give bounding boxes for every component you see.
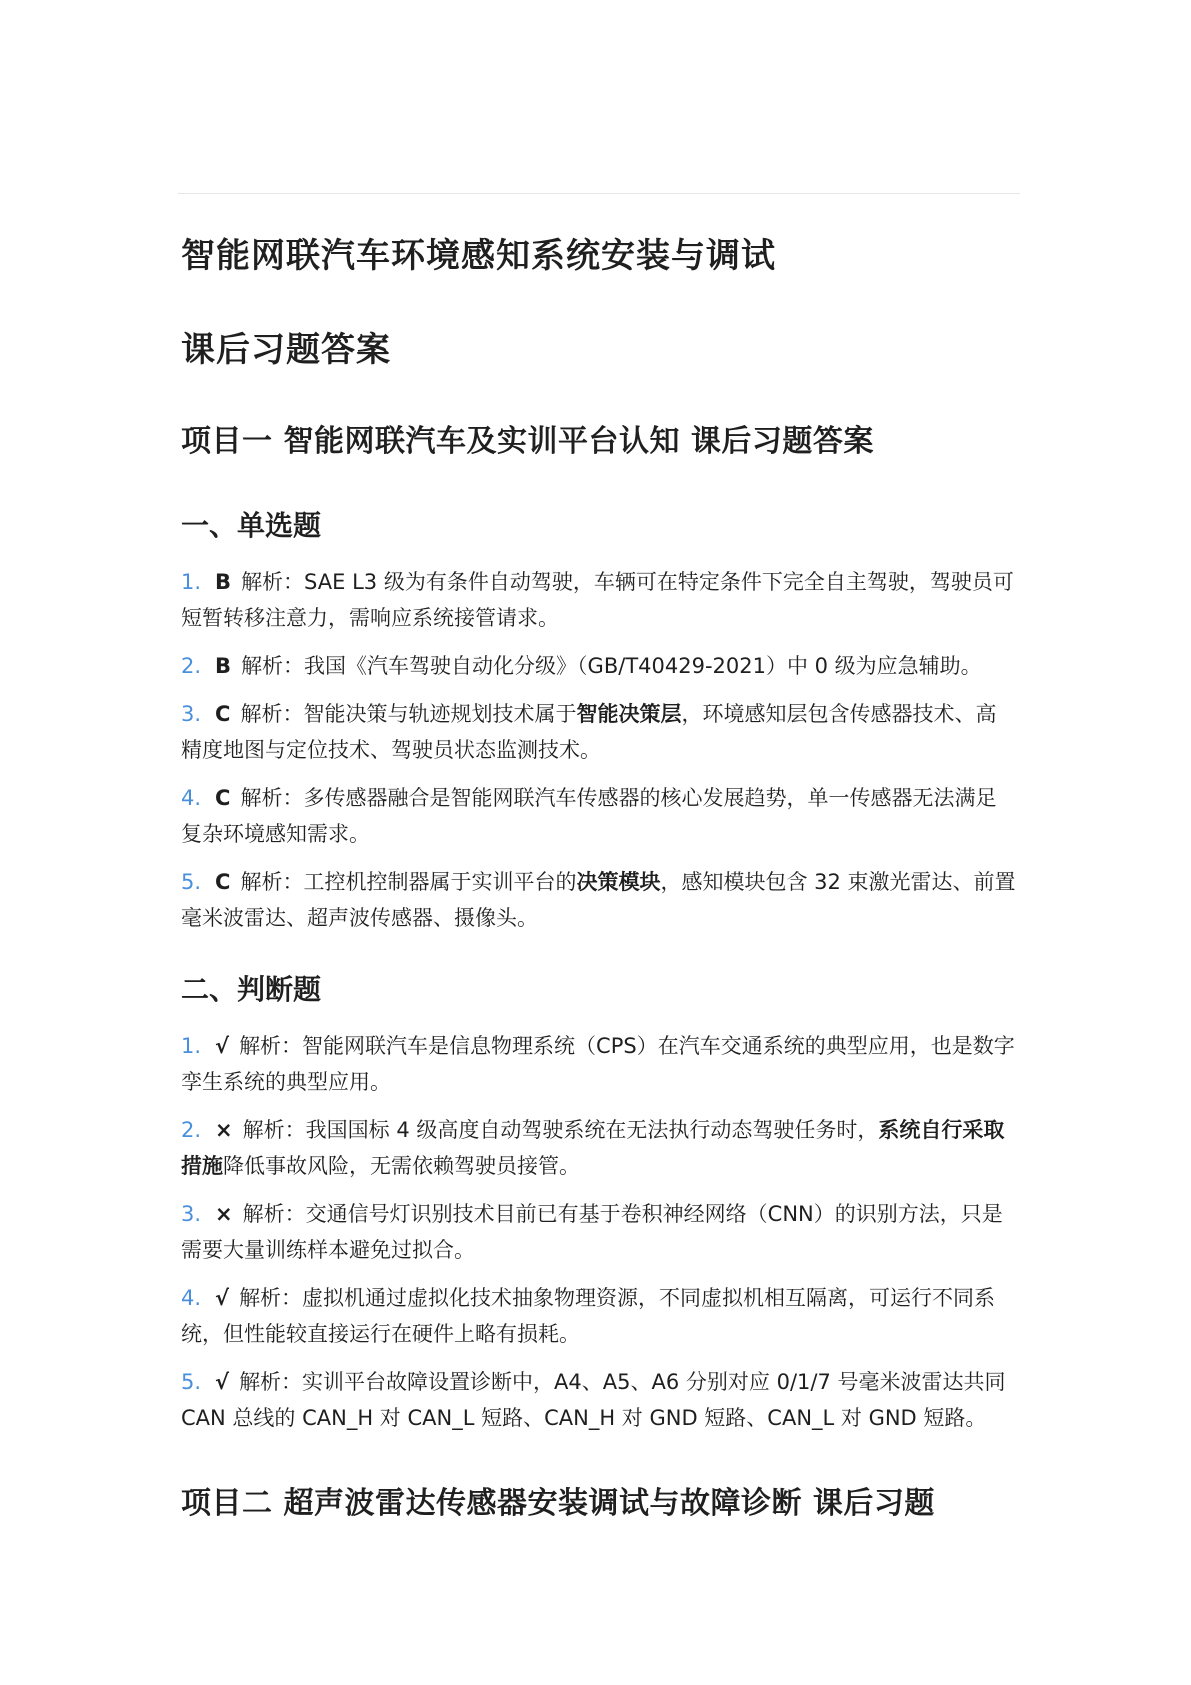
question-number: 1. [181, 1034, 202, 1058]
explanation-text: 解析：多传感器融合是智能网联汽车传感器的核心发展趋势，单一传感器无法满足复杂环境感知需求。 [181, 786, 997, 846]
question-number: 3. [181, 702, 202, 726]
explanation-text: 解析：交通信号灯识别技术目前已有基于卷积神经网络（CNN）的识别方法，只是需要大量训练样本避免过拟合。 [181, 1202, 1003, 1262]
answer-key: B [215, 654, 232, 678]
question-number: 1. [181, 570, 202, 594]
explanation-text: 解析：我国《汽车驾驶自动化分级》（GB/T40429-2021）中 0 级为应急辅助。 [241, 654, 982, 678]
question-number: 4. [181, 786, 202, 810]
question-item [181, 564, 1017, 636]
explanation-text: 解析：实训平台故障设置诊断中，A4、A5、A6 分别对应 0/1/7 号毫米波雷达共同 CAN 总线的 CAN_H 对 CAN_L 短路、CAN_H 对 GND 短路、CAN_L 对 GND 短路。 [181, 1370, 1006, 1430]
header-divider [178, 193, 1020, 194]
explanation-text: 解析：智能网联汽车是信息物理系统（CPS）在汽车交通系统的典型应用，也是数字孪生系统的典型应用。 [181, 1034, 1015, 1094]
emphasis-text: 决策模块 [576, 870, 661, 894]
question-item [181, 780, 1017, 852]
question-number: 5. [181, 870, 202, 894]
document-content [181, 232, 1017, 1568]
explanation-text: 解析：我国国标 4 级高度自动驾驶系统在无法执行动态驾驶任务时， [242, 1118, 879, 1142]
document-title [181, 232, 1017, 374]
document-title-line-1: 智能网联汽车环境感知系统安装与调试 [181, 236, 776, 276]
answer-key: √ [215, 1370, 230, 1394]
question-number: 4. [181, 1286, 202, 1310]
explanation-text: 解析：智能决策与轨迹规划技术属于 [240, 702, 577, 726]
explanation-text: 解析：虚拟机通过虚拟化技术抽象物理资源，不同虚拟机相互隔离，可运行不同系统，但性能较直接运行在硬件上略有损耗。 [181, 1286, 996, 1346]
answer-key: × [215, 1118, 233, 1142]
question-item [181, 1112, 1017, 1184]
explanation-text: ，环境感知层包含传感器技术、高精度地图与定位技术、驾驶员状态监测技术。 [181, 702, 997, 762]
answer-key: B [215, 570, 232, 594]
question-item [181, 1280, 1017, 1352]
project-1-title: 项目一 智能网联汽车及实训平台认知 课后习题答案 [181, 424, 874, 459]
explanation-text: ，感知模块包含 32 束激光雷达、前置毫米波雷达、超声波传感器、摄像头。 [181, 870, 1016, 930]
single-choice-list [181, 564, 1017, 936]
question-number: 3. [181, 1202, 202, 1226]
question-number: 2. [181, 654, 202, 678]
project-2-title: 项目二 超声波雷达传感器安装调试与故障诊断 课后习题 [181, 1486, 935, 1521]
answer-key: √ [215, 1034, 230, 1058]
answer-key: × [215, 1202, 233, 1226]
question-item [181, 1196, 1017, 1268]
answer-key: C [215, 702, 231, 726]
explanation-text: 解析：SAE L3 级为有条件自动驾驶，车辆可在特定条件下完全自主驾驶，驾驶员可短暂转移注意力，需响应系统接管请求。 [181, 570, 1014, 630]
question-number: 5. [181, 1370, 202, 1394]
true-false-list [181, 1028, 1017, 1436]
answer-key: √ [215, 1286, 230, 1310]
question-number: 2. [181, 1118, 202, 1142]
true-false-heading: 二、判断题 [181, 973, 322, 1006]
emphasis-text: 智能决策层 [576, 702, 682, 726]
explanation-text: 解析：工控机控制器属于实训平台的 [240, 870, 577, 894]
emphasis-text: 系统自行采取措施 [181, 1118, 1005, 1178]
explanation-text: 降低事故风险，无需依赖驾驶员接管。 [223, 1154, 580, 1178]
question-item [181, 696, 1017, 768]
document-title-line-2: 课后习题答案 [181, 330, 391, 370]
question-item [181, 1364, 1017, 1436]
question-item [181, 864, 1017, 936]
answer-key: C [215, 786, 231, 810]
single-choice-heading: 一、单选题 [181, 509, 322, 542]
question-item [181, 1028, 1017, 1100]
answer-key: C [215, 870, 231, 894]
question-item [181, 648, 1017, 684]
